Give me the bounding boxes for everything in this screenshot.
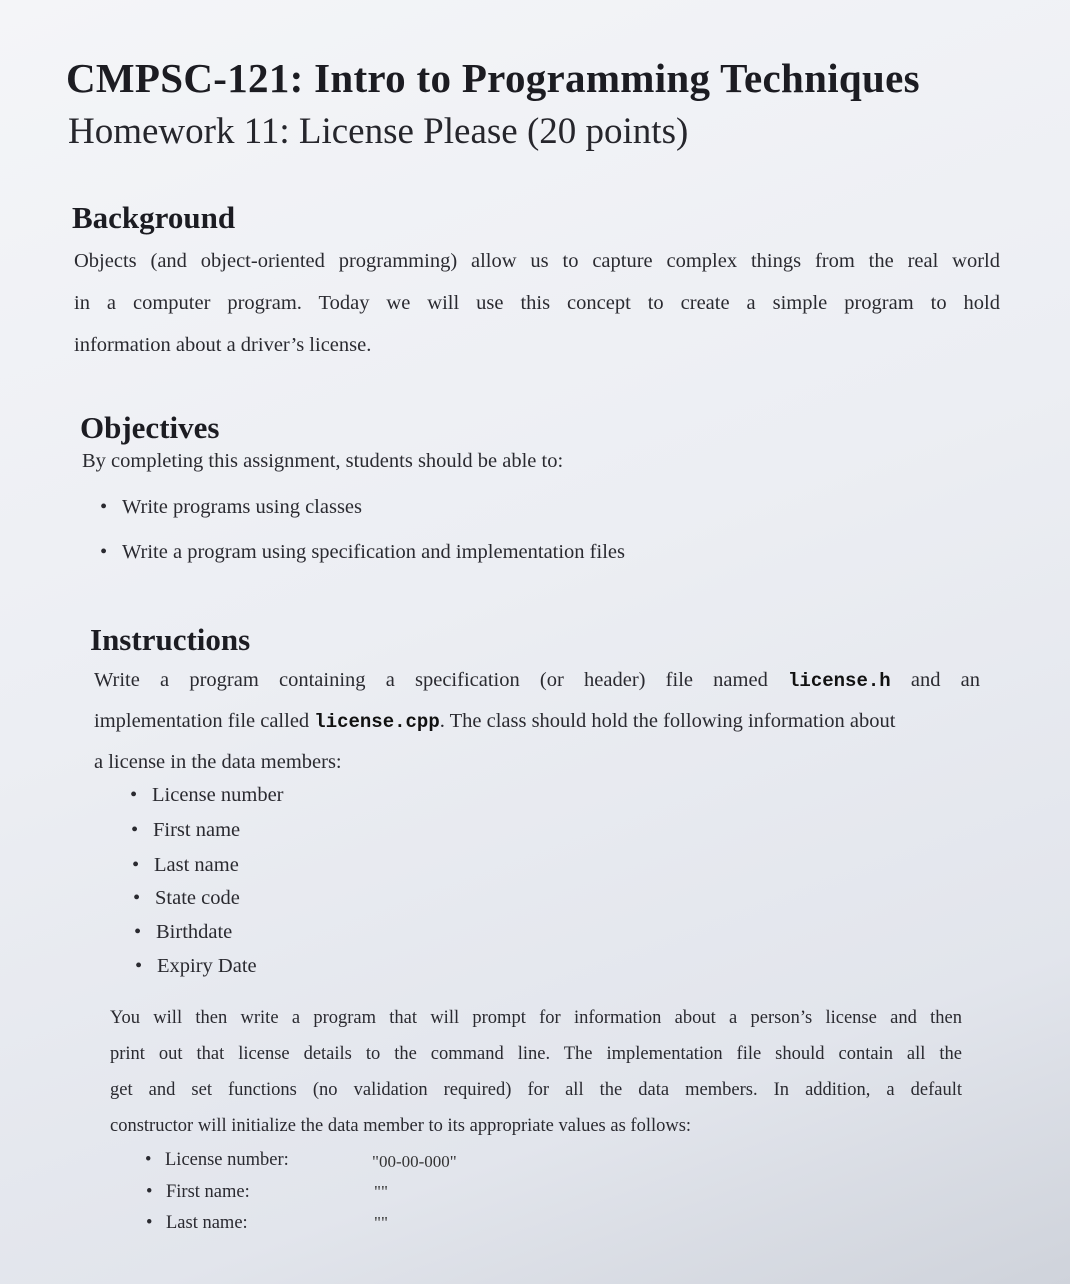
course-title: CMPSC-121: Intro to Programming Techniques [66,55,920,101]
objectives-heading: Objectives [80,410,220,445]
instructions-line: Write a program containing a specification (or header) file named license.h and an [94,669,981,692]
bullet-icon: • [133,887,141,909]
background-line: Objects (and object-oriented programming) allow us to capture complex things from the real world [74,250,1000,272]
instructions-heading: Instructions [90,622,251,657]
bullet-icon: • [132,854,140,876]
homework-title: Homework 11: License Please (20 points) [68,111,689,152]
background-line: in a computer program. Today we will use this concept to create a simple program to hold [74,292,1000,314]
header-filename: license.h [788,670,891,692]
bullet-icon: • [135,955,143,977]
bullet-icon: • [145,1150,152,1170]
member-item: • Expiry Date [135,955,257,977]
background-paragraph [74,240,1000,366]
impl-filename: license.cpp [314,711,440,733]
default-label: • Last name: [146,1213,248,1233]
member-item: • Birthdate [134,921,233,943]
objectives-intro: By completing this assignment, students should be able to: [82,450,564,472]
instructions-line: implementation file called license.cpp. The class should hold the following information about [94,710,896,733]
member-item: • First name [131,819,241,841]
default-value: "" [374,1213,388,1232]
member-item: • License number [130,784,284,806]
instructions-line: a license in the data members: [94,751,342,773]
default-value: "00-00-000" [372,1152,457,1171]
background-line: information about a driver’s license. [74,334,372,356]
member-item: • State code [133,887,240,909]
default-value: "" [374,1182,388,1201]
program-line: print out that license details to the command line. The implementation file should contain all the [110,1044,962,1064]
program-paragraph [110,1000,962,1144]
bullet-icon: • [130,784,138,806]
bullet-icon: • [100,541,108,563]
objective-item: • Write a program using specification and implementation files [100,541,625,563]
member-item: • Last name [132,854,239,876]
bullet-icon: • [131,819,139,841]
bullet-icon: • [100,496,108,518]
default-label: • License number: [145,1150,289,1170]
background-heading: Background [72,200,236,235]
bullet-icon: • [146,1182,153,1202]
program-line: constructor will initialize the data member to its appropriate values as follows: [110,1116,692,1136]
bullet-icon: • [134,921,142,943]
instructions-paragraph [94,660,980,782]
objective-item: • Write programs using classes [100,496,362,518]
default-label: • First name: [146,1182,250,1202]
program-line: You will then write a program that will prompt for information about a person’s license and then [110,1008,962,1028]
program-line: get and set functions (no validation required) for all the data members. In addition, a default [110,1080,962,1100]
bullet-icon: • [146,1213,153,1233]
